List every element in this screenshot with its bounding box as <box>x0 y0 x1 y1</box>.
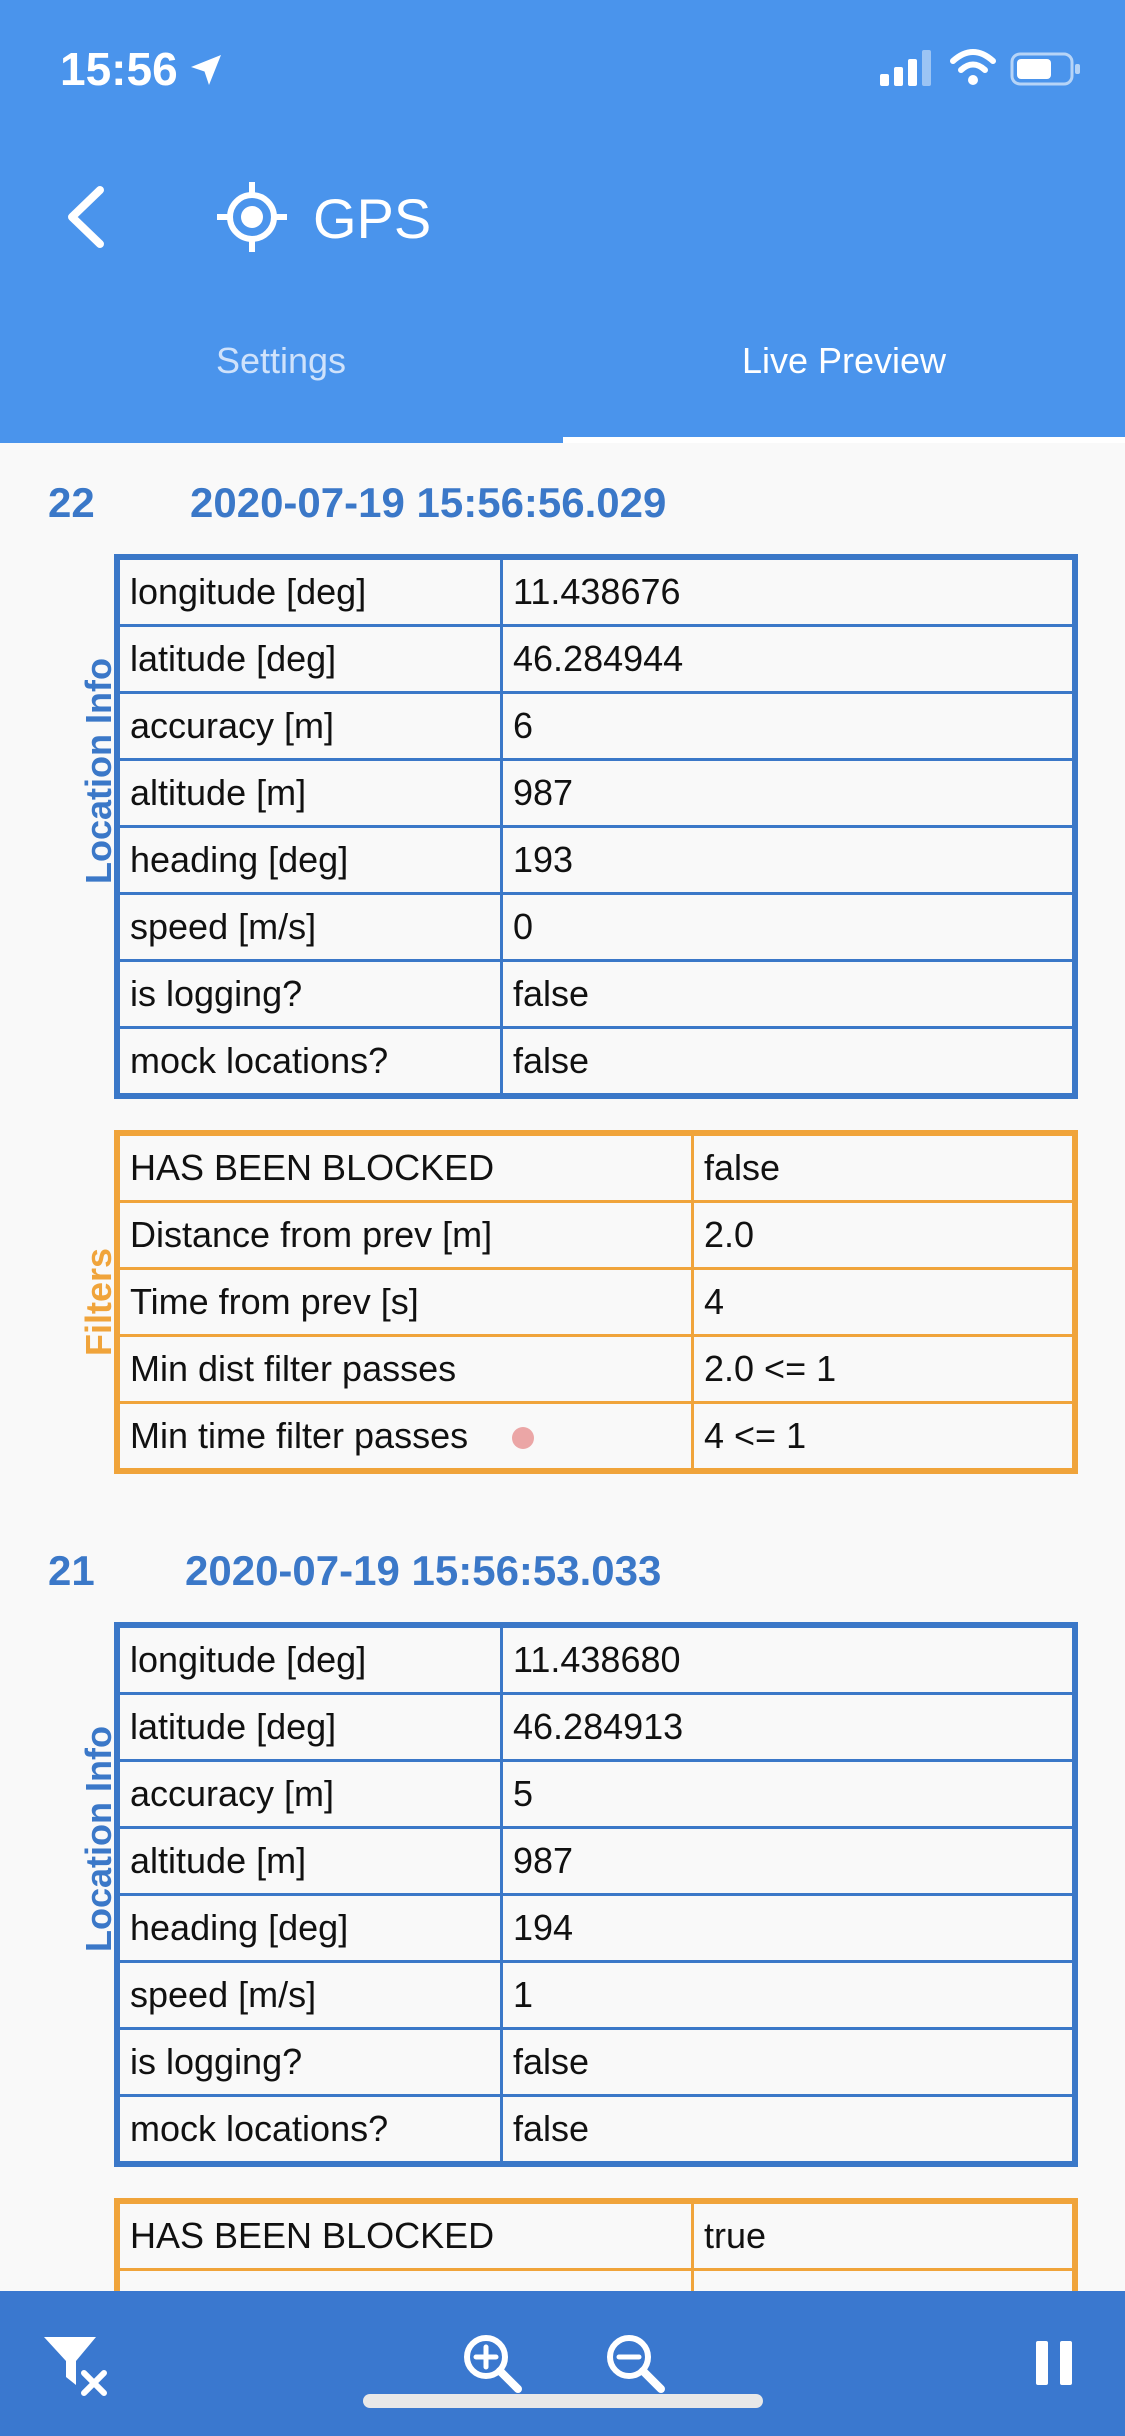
field-key: heading [deg] <box>119 1895 502 1962</box>
field-value: 5 <box>502 1761 1074 1828</box>
touch-indicator-dot <box>512 1427 534 1449</box>
field-key: Distance from prev [m] <box>119 1202 693 1269</box>
filters-label: Filters <box>78 1247 119 1357</box>
location-table <box>117 557 1075 1096</box>
tab-settings[interactable]: Settings <box>215 340 347 381</box>
field-key: speed [m/s] <box>119 894 502 961</box>
table-row <box>119 1202 1074 1269</box>
field-value: false <box>693 1135 1074 1202</box>
field-value: false <box>502 1028 1074 1095</box>
field-key: altitude [m] <box>119 1828 502 1895</box>
table-row <box>119 559 1074 626</box>
field-key: mock locations? <box>119 2096 502 2163</box>
table-row <box>119 693 1074 760</box>
gps-target-icon <box>215 180 289 254</box>
table-row <box>119 1962 1074 2029</box>
field-value: false <box>502 2029 1074 2096</box>
table-row <box>119 894 1074 961</box>
home-indicator <box>363 2394 763 2408</box>
status-time: 15:56 <box>60 43 178 95</box>
table-row <box>119 626 1074 693</box>
field-value: 193 <box>502 827 1074 894</box>
table-row <box>119 1895 1074 1962</box>
field-value: 11.438676 <box>502 559 1074 626</box>
field-key: mock locations? <box>119 1028 502 1095</box>
field-value: 11.438680 <box>502 1627 1074 1694</box>
field-key: accuracy [m] <box>119 693 502 760</box>
table-row <box>119 1269 1074 1336</box>
zoom-out-icon[interactable] <box>603 2331 667 2395</box>
table-row <box>119 2096 1074 2163</box>
table-row <box>119 1828 1074 1895</box>
table-row <box>119 760 1074 827</box>
field-value: 46.284944 <box>502 626 1074 693</box>
table-row <box>119 1761 1074 1828</box>
clear-filter-icon[interactable] <box>40 2333 112 2397</box>
table-row <box>119 1028 1074 1095</box>
field-key: is logging? <box>119 961 502 1028</box>
field-value: 2.0 <= 1 <box>693 1336 1074 1403</box>
field-key <box>119 1403 693 1470</box>
field-value: false <box>502 961 1074 1028</box>
field-key: altitude [m] <box>119 760 502 827</box>
field-key: longitude [deg] <box>119 1627 502 1694</box>
field-key: accuracy [m] <box>119 1761 502 1828</box>
table-row <box>119 1627 1074 1694</box>
zoom-in-icon[interactable] <box>460 2331 524 2395</box>
table-row <box>119 2029 1074 2096</box>
field-key: HAS BEEN BLOCKED <box>119 2203 693 2270</box>
field-key-label: Min time filter passes <box>130 1415 469 1456</box>
record-header <box>0 1547 1125 1607</box>
field-key: is logging? <box>119 2029 502 2096</box>
wifi-icon <box>950 48 996 88</box>
table-row <box>119 827 1074 894</box>
table-row <box>119 1336 1074 1403</box>
field-key: Min dist filter passes <box>119 1336 693 1403</box>
location-arrow-icon <box>188 52 224 88</box>
field-value: 987 <box>502 760 1074 827</box>
field-value: 4 <= 1 <box>693 1403 1074 1470</box>
location-info-label: Location Info <box>78 658 119 884</box>
field-value: 1 <box>502 1962 1074 2029</box>
field-value: true <box>693 2203 1074 2270</box>
field-key: speed [m/s] <box>119 1962 502 2029</box>
table-row <box>119 1135 1074 1202</box>
back-icon[interactable] <box>60 182 110 252</box>
field-key: latitude [deg] <box>119 626 502 693</box>
record-timestamp: 2020-07-19 15:56:53.033 <box>185 1547 662 1594</box>
record-number: 22 <box>48 479 95 526</box>
location-info-label: Location Info <box>78 1726 119 1952</box>
field-value: 987 <box>502 1828 1074 1895</box>
field-key: longitude [deg] <box>119 559 502 626</box>
location-table <box>117 1625 1075 2164</box>
record-header <box>0 479 1125 539</box>
field-key: Time from prev [s] <box>119 1269 693 1336</box>
battery-icon <box>1010 52 1082 86</box>
page-title: GPS <box>313 187 432 250</box>
field-value: 0 <box>502 894 1074 961</box>
table-row <box>119 2203 1074 2270</box>
tab-indicator <box>563 437 1125 443</box>
filters-table <box>117 1133 1075 1471</box>
field-value: 2.0 <box>693 1202 1074 1269</box>
pause-icon[interactable] <box>1032 2337 1076 2389</box>
field-key: heading [deg] <box>119 827 502 894</box>
field-key: HAS BEEN BLOCKED <box>119 1135 693 1202</box>
field-value: 194 <box>502 1895 1074 1962</box>
bottom-toolbar <box>0 2291 1125 2436</box>
cellular-signal-icon <box>880 50 932 86</box>
record-timestamp: 2020-07-19 15:56:56.029 <box>190 479 667 526</box>
app-bar <box>0 0 1125 443</box>
field-value: 4 <box>693 1269 1074 1336</box>
table-row <box>119 1403 1074 1470</box>
field-value: 6 <box>502 693 1074 760</box>
field-value: 46.284913 <box>502 1694 1074 1761</box>
table-row <box>119 1694 1074 1761</box>
record-number: 21 <box>48 1547 95 1594</box>
table-row <box>119 961 1074 1028</box>
field-key: latitude [deg] <box>119 1694 502 1761</box>
tab-live-preview[interactable]: Live Preview <box>741 340 947 381</box>
field-value: false <box>502 2096 1074 2163</box>
